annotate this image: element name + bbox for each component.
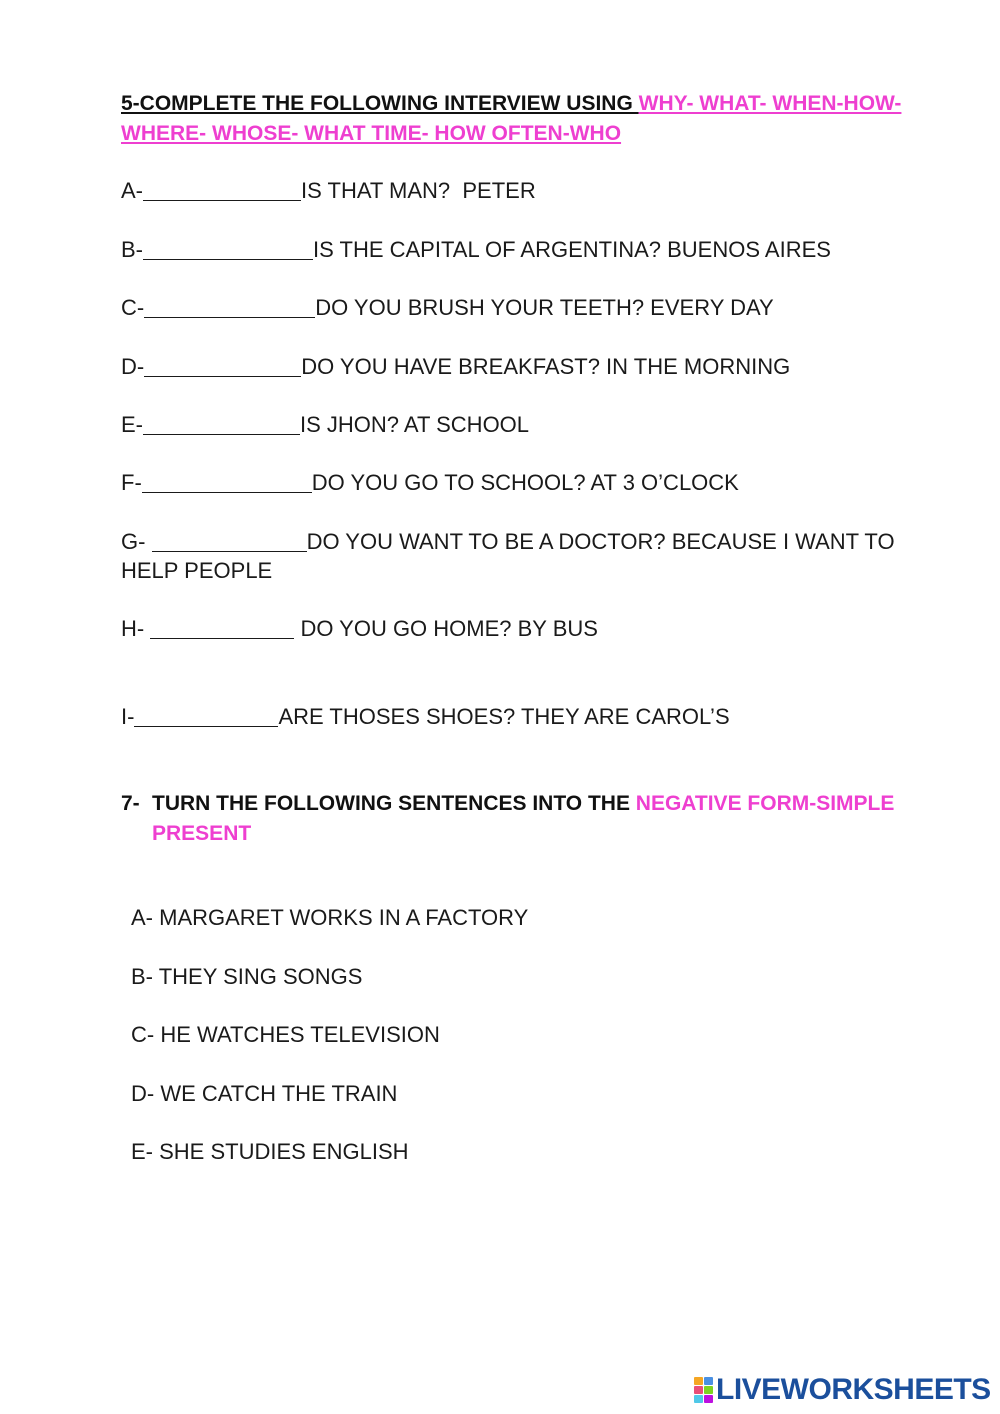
question-text: IS JHON? AT SCHOOL: [300, 412, 530, 437]
answer-blank[interactable]: [144, 296, 315, 318]
answer-blank[interactable]: [144, 355, 301, 377]
logo-block: [694, 1377, 703, 1385]
question-text: DO YOU GO HOME? BY BUS: [294, 616, 598, 641]
question-g: [121, 527, 951, 585]
question-text: IS THAT MAN? PETER: [301, 178, 536, 203]
answer-blank[interactable]: [143, 179, 301, 201]
logo-block: [704, 1386, 713, 1394]
section-5-heading-word-bank: WHY- WHAT- WHEN-HOW- WHERE- WHOSE- WHAT TIME- HOW OFTEN-WHO: [121, 92, 902, 145]
question-f: [121, 468, 951, 497]
sentence-e: E- SHE STUDIES ENGLISH: [131, 1139, 409, 1164]
question-text: DO YOU WANT TO BE A DOCTOR? BECAUSE I WANT TO HELP PEOPLE: [121, 529, 901, 583]
question-prefix: I-: [121, 704, 135, 729]
question-prefix: D-: [121, 354, 145, 379]
logo-block: [704, 1377, 713, 1385]
logo-block: [694, 1386, 703, 1394]
section-5-heading-instruction: 5-COMPLETE THE FOLLOWING INTERVIEW USING: [121, 92, 639, 115]
question-text: ARE THOSES SHOES? THEY ARE CAROL’S: [278, 704, 730, 729]
sentence-d: D- WE CATCH THE TRAIN: [131, 1081, 398, 1106]
section-7-number: 7-: [121, 792, 140, 815]
question-prefix: A-: [121, 178, 143, 203]
question-c: [121, 293, 951, 322]
question-b: [121, 235, 951, 264]
section-7-heading: [121, 789, 922, 849]
sentence-c: C- HE WATCHES TELEVISION: [131, 1022, 440, 1047]
section-7-heading-topic: NEGATIVE FORM-SIMPLE PRESENT: [152, 792, 895, 845]
logo-block: [704, 1395, 713, 1403]
question-prefix: F-: [121, 470, 142, 495]
question-a: [121, 176, 951, 205]
answer-blank[interactable]: [143, 238, 313, 260]
question-text: DO YOU GO TO SCHOOL? AT 3 O’CLOCK: [311, 470, 739, 495]
liveworksheets-logo: [694, 1374, 991, 1406]
question-text: DO YOU HAVE BREAKFAST? IN THE MORNING: [301, 354, 791, 379]
answer-blank[interactable]: [152, 530, 307, 552]
sentence-b: B- THEY SING SONGS: [131, 964, 363, 989]
question-prefix: C-: [121, 295, 145, 320]
answer-blank[interactable]: [143, 413, 300, 435]
liveworksheets-logo-icon: [694, 1377, 713, 1403]
liveworksheets-logo-text: LIVEWORKSHEETS: [716, 1373, 991, 1406]
section-5-heading: [121, 89, 951, 149]
answer-blank[interactable]: [150, 617, 294, 639]
question-i: [121, 702, 951, 731]
answer-blank[interactable]: [134, 705, 278, 727]
question-prefix: G-: [121, 529, 152, 554]
question-e: [121, 410, 951, 439]
question-d: [121, 352, 951, 381]
answer-blank[interactable]: [142, 471, 312, 493]
question-prefix: B-: [121, 237, 143, 262]
section-7-heading-instruction: TURN THE FOLLOWING SENTENCES INTO THE: [152, 792, 636, 815]
question-prefix: H-: [121, 616, 151, 641]
question-text: IS THE CAPITAL OF ARGENTINA? BUENOS AIRES: [313, 237, 831, 262]
question-h: [121, 614, 951, 643]
logo-block: [694, 1395, 703, 1403]
sentence-a: A- MARGARET WORKS IN A FACTORY: [131, 905, 529, 930]
question-prefix: E-: [121, 412, 143, 437]
question-text: DO YOU BRUSH YOUR TEETH? EVERY DAY: [315, 295, 774, 320]
